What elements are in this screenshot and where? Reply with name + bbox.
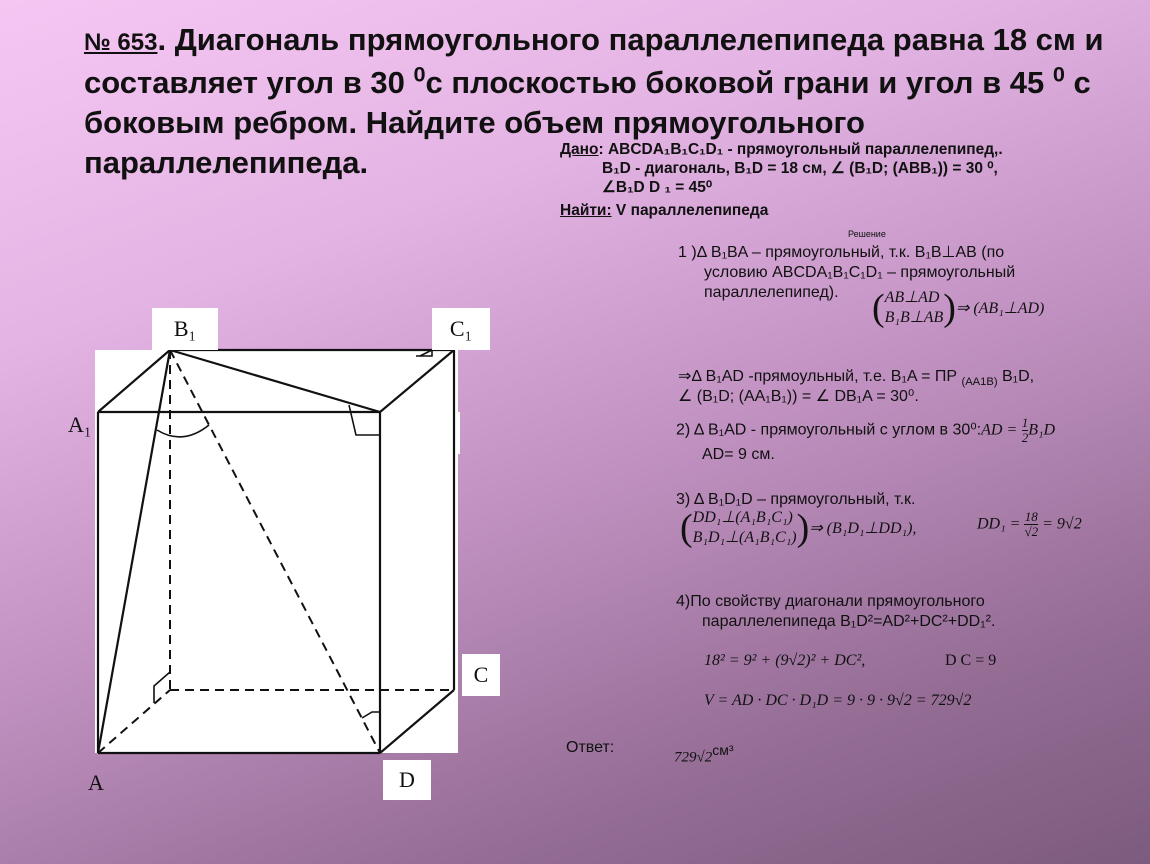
vertex-label-a1: A₁ bbox=[68, 412, 92, 437]
problem-degree-2: 0 bbox=[1052, 61, 1065, 87]
answer-label: Ответ: bbox=[566, 739, 615, 756]
given-line-2: B₁D - диагональ, B₁D = 18 см, ∠ (B₁D; (ABB₁)) = 30 ⁰, bbox=[602, 160, 998, 177]
find-label: Найти: bbox=[560, 202, 612, 219]
right-angle-d bbox=[362, 712, 380, 718]
right-angle-b bbox=[154, 672, 170, 703]
system-1: ( AB⊥AD B₁B⊥AB )⇒ (AB₁⊥AD) bbox=[872, 287, 1045, 329]
answer-value: 729√2 bbox=[674, 749, 713, 766]
angle-arc-b1 bbox=[157, 425, 209, 437]
diagonal-b1-d bbox=[170, 350, 380, 753]
vertex-label-c: C bbox=[462, 654, 500, 696]
edge-d-c bbox=[380, 690, 454, 753]
given-line-1: Дано: ABCDA₁B₁C₁D₁ - прямоугольный параллелепипед,. bbox=[560, 141, 1003, 158]
step-4: 4)По свойству диагонали прямоугольного параллелепипеда B₁D²=AD²+DC²+DD₁². bbox=[676, 593, 996, 630]
dd1-formula: DD₁ = $\frac{18}{√2}$ = 9√2 bbox=[977, 509, 1082, 539]
equation-dc: D C = 9 bbox=[945, 652, 997, 669]
step-1: 1 )Δ B₁BA – прямоугольный, т.к. B₁B⊥AB (по условию ABCDA₁B₁C₁D₁ – прямоугольный параллелепипед). bbox=[678, 244, 1016, 301]
system-3: ( DD₁⊥(A₁B₁C₁) B₁D₁⊥(A₁B₁C₁) )⇒ (B₁D₁⊥DD₁), bbox=[680, 507, 917, 549]
step-2: 2) Δ B₁AD - прямоугольный с углом в 30⁰:AD = $\frac{1}{2}$ B₁D AD= 9 см. bbox=[676, 415, 1056, 463]
problem-degree-1: 0 bbox=[413, 61, 426, 87]
given-label: Дано bbox=[560, 141, 599, 158]
problem-text: . Диагональ прямоугольного параллелепипеда равна 18 см и составляет угол в 30 bbox=[84, 22, 1104, 100]
find-line: Найти: V параллелепипеда bbox=[560, 202, 769, 219]
vertex-label-a: A bbox=[88, 770, 104, 795]
vertex-label-c1: C₁ bbox=[432, 308, 490, 350]
step-1-continued: ⇒Δ B₁AD -прямоульный, т.е. B₁A = ПР $_{(AA1B)}$ B₁D, ∠ (B₁D; (AA₁B₁)) = ∠ DB₁A = 30⁰. bbox=[678, 368, 1035, 405]
volume-equation: V = AD · DC · D₁D = 9 · 9 · 9√2 = 729√2 bbox=[704, 692, 972, 709]
vertex-label-d: D bbox=[383, 760, 431, 800]
step-3: 3) Δ B₁D₁D – прямоугольный, т.к. bbox=[676, 491, 916, 508]
equation-1: 18² = 9² + (9√2)² + DC², bbox=[704, 652, 866, 669]
solution-heading: Решение bbox=[848, 229, 886, 239]
hidden-edge-a-b bbox=[98, 690, 170, 753]
problem-number: № 653 bbox=[84, 29, 158, 56]
given-line-3: ∠B₁D D ₁ = 45⁰ bbox=[602, 179, 713, 196]
edge-c1-d1 bbox=[380, 350, 454, 412]
answer-unit: см³ bbox=[712, 742, 734, 758]
diagonal-b1-d1 bbox=[170, 350, 380, 412]
edge-a1-b1 bbox=[98, 350, 170, 412]
problem-text-2: с плоскостью боковой грани и угол в 45 bbox=[425, 65, 1053, 100]
problem-text-3: с боковым ребром. Найдите объем прямоугольного параллелепипеда. bbox=[84, 65, 1091, 180]
vertex-label-b1: B₁ bbox=[152, 308, 218, 350]
diagonal-b1-a bbox=[98, 350, 170, 753]
